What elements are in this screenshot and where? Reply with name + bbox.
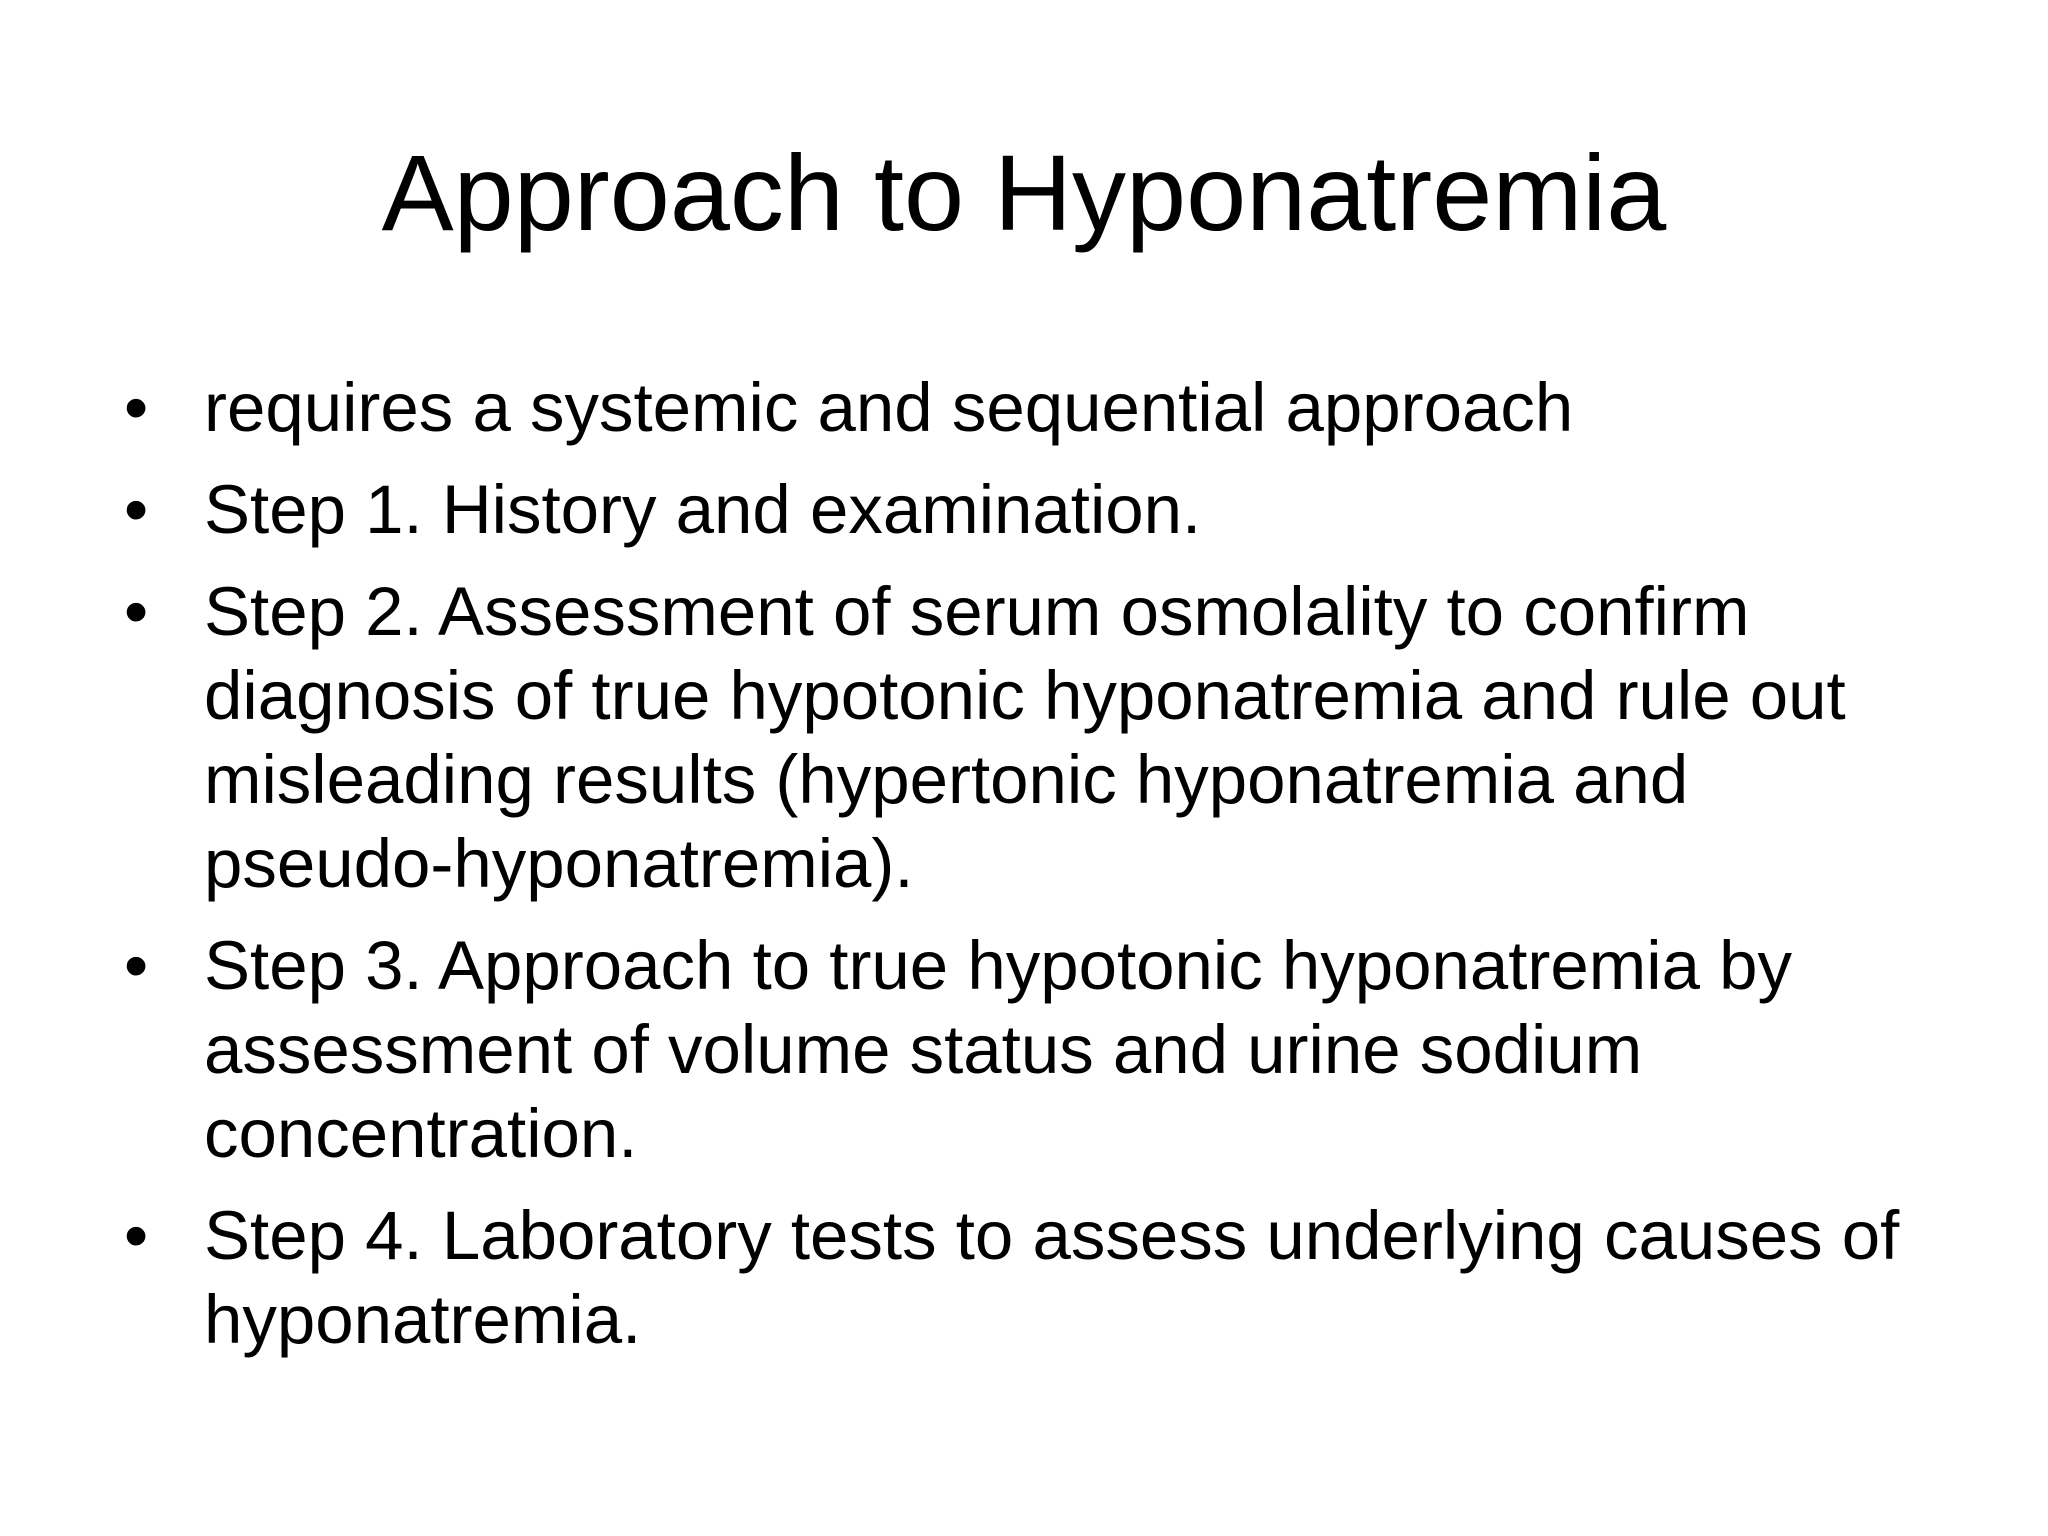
bullet-item — [118, 570, 1948, 906]
bullet-point-icon: • — [124, 369, 149, 446]
bullet-text: Step 2. Assessment of serum osmolality to confirm diagnosis of true hypotonic hyponatremia and rule out misleading results (hypertonic hyponatremia and pseudo-hyponatremia). — [204, 573, 1846, 902]
bullet-text: requires a systemic and sequential approach — [204, 369, 1574, 446]
bullet-text: Step 4. Laboratory tests to assess underlying causes of hyponatremia. — [204, 1197, 1900, 1358]
bullet-point-icon: • — [124, 927, 149, 1004]
bullet-item — [118, 924, 1948, 1176]
bullet-item — [118, 366, 1948, 450]
bullet-list — [118, 366, 1948, 1380]
bullet-point-icon: • — [124, 1197, 149, 1274]
bullet-item — [118, 1194, 1948, 1362]
bullet-point-icon: • — [124, 471, 149, 548]
bullet-text: Step 1. History and examination. — [204, 471, 1202, 548]
bullet-item — [118, 468, 1948, 552]
bullet-text: Step 3. Approach to true hypotonic hyponatremia by assessment of volume status and urine sodium concentration. — [204, 927, 1793, 1172]
bullet-point-icon: • — [124, 573, 149, 650]
slide-title: Approach to Hyponatremia — [381, 132, 1667, 253]
